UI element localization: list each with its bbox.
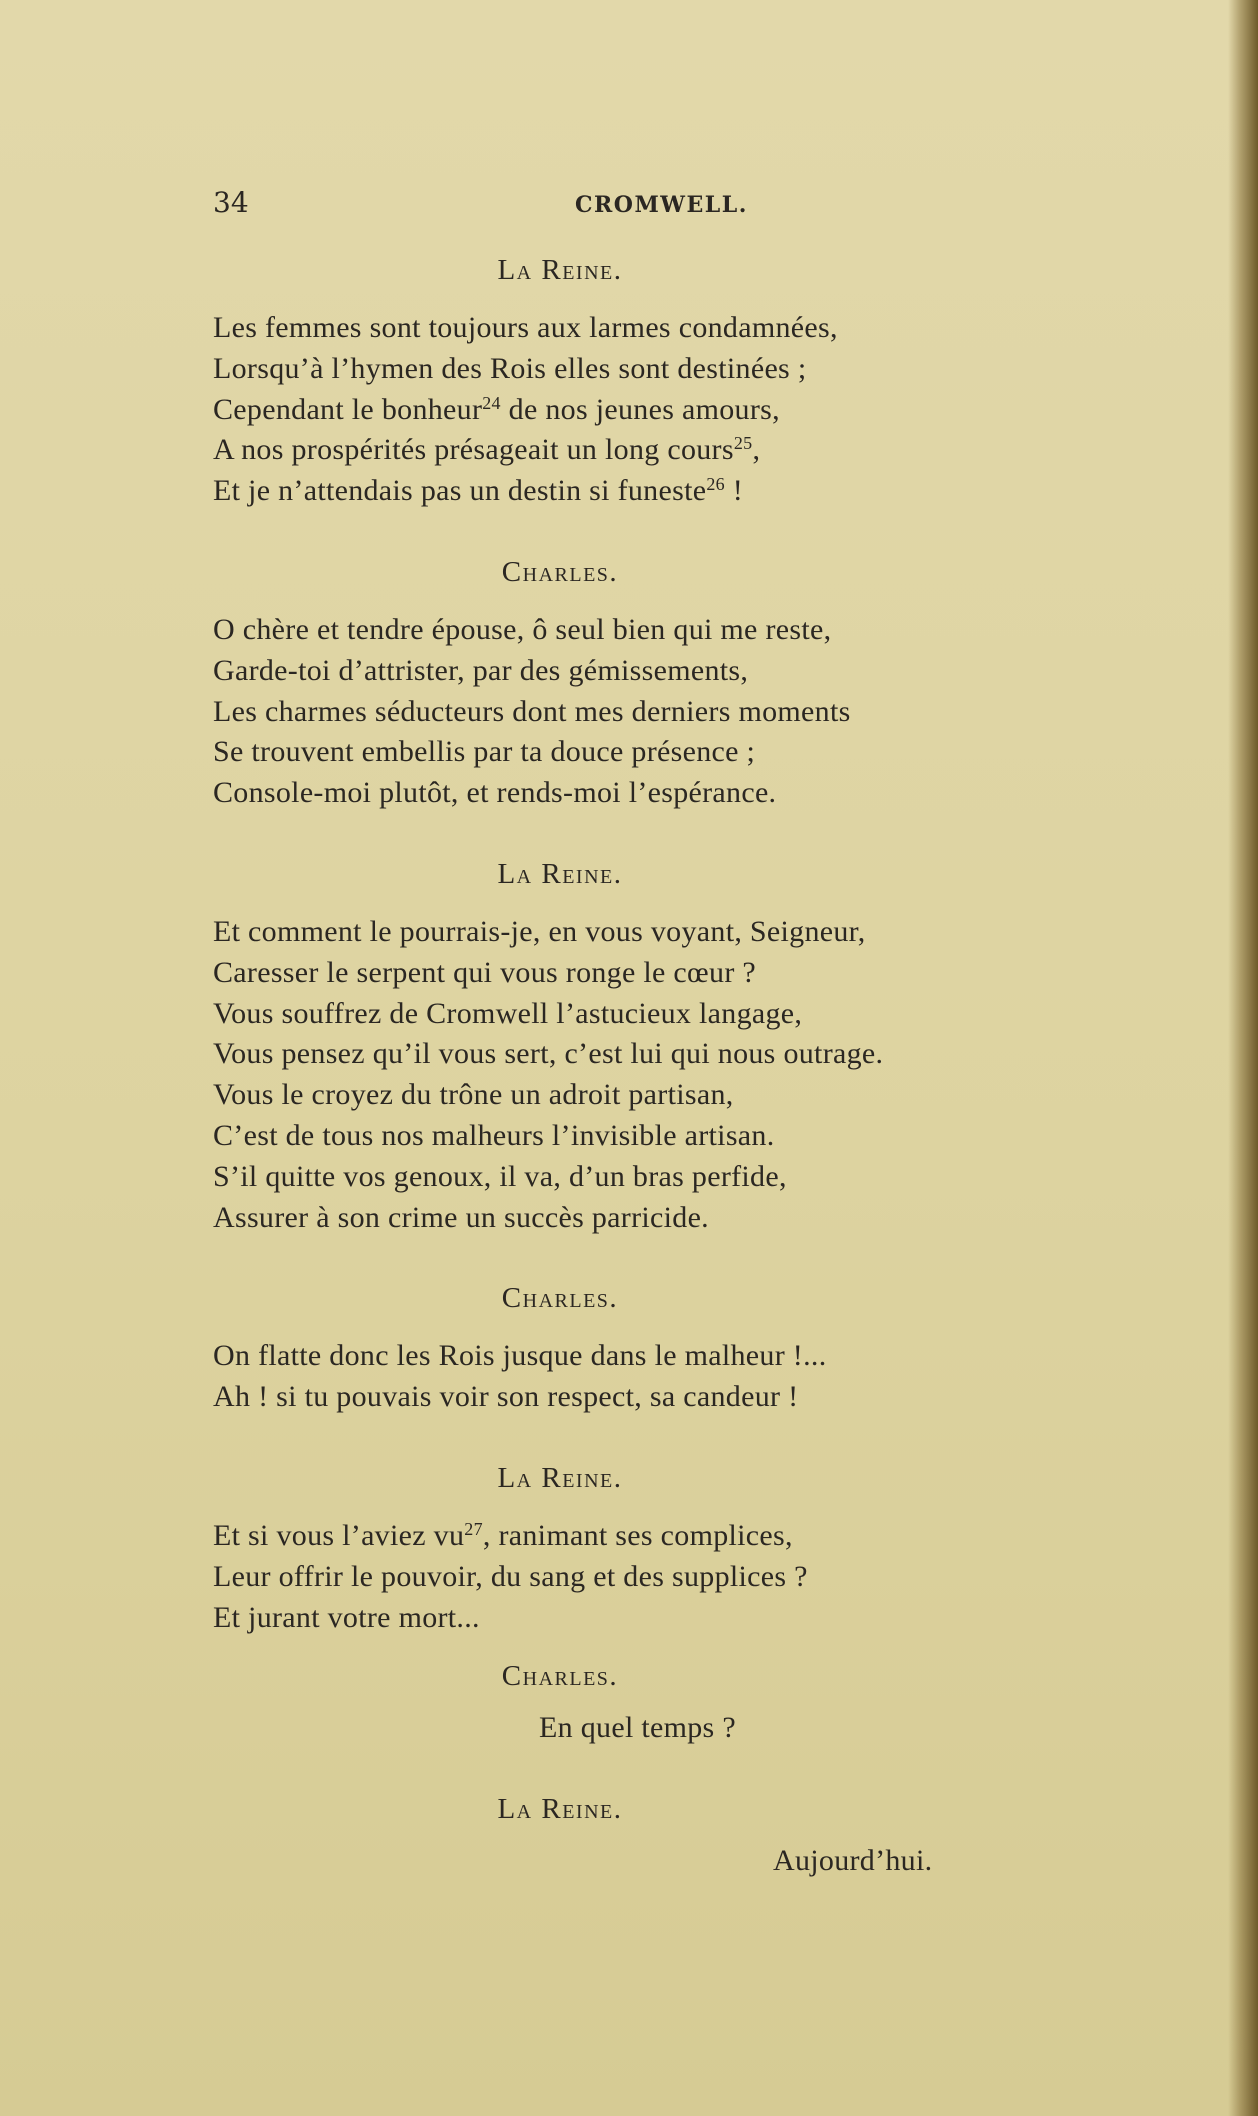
verse-line: Vous le croyez du trône un adroit partisan,	[213, 1078, 734, 1112]
verse-line: Console-moi plutôt, et rends-moi l’espérance.	[213, 776, 777, 810]
verse-line: Et si vous l’aviez $vu^{27}$, ranimant ses complices,	[213, 1518, 793, 1552]
verse-line: Et je n’attendais pas un destin si funeste$^{26}$ !	[213, 474, 744, 508]
verse-line: C’est de tous nos malheurs l’invisible artisan.	[213, 1118, 775, 1152]
verse-line: Se trouvent embellis par ta douce présence ;	[213, 735, 756, 769]
verse-line: On flatte donc les Rois jusque dans le malheur !...	[213, 1339, 827, 1373]
verse-line: Ah ! si tu pouvais voir son respect, sa candeur !	[213, 1380, 799, 1414]
page-spine-shadow	[1228, 0, 1258, 2116]
verse-line: Cependant le bonheur$^{24}$ de nos jeunes amours,	[213, 392, 780, 426]
verse-line: Assurer à son crime un succès parricide.	[213, 1200, 709, 1234]
speaker-name: Charles.	[501, 555, 619, 588]
verse-line: Les femmes sont toujours aux larmes condamnées,	[213, 311, 838, 344]
footnote-ref: 27	[464, 1518, 483, 1539]
speaker-name: La Reine.	[497, 1793, 623, 1826]
verse-line: Aujourd’hui.	[773, 1844, 933, 1878]
verse-stanza	[213, 1516, 1013, 1638]
footnote-ref: 25	[733, 433, 753, 454]
verse-line: Et jurant votre mort...	[213, 1600, 480, 1634]
speaker-name: Charles.	[501, 1660, 619, 1693]
running-title: CROMWELL.	[575, 192, 748, 218]
verse-stanza	[213, 308, 1013, 512]
footnote-ref: 24	[482, 392, 501, 413]
footnote-ref: 26	[706, 474, 725, 495]
verse-stanza	[213, 912, 1013, 1238]
verse-line: Caresser le serpent qui vous ronge le cœur ?	[213, 955, 757, 989]
verse-stanza	[213, 1841, 1013, 1882]
verse-line: O chère et tendre épouse, ô seul bien qui me reste,	[213, 612, 832, 646]
verse-stanza	[213, 1708, 1013, 1749]
verse-line: S’il quitte vos genoux, il va, d’un bras perfide,	[213, 1159, 787, 1193]
verse-line: Lorsqu’à l’hymen des Rois elles sont destinées ;	[213, 351, 807, 385]
page-number: 34	[213, 186, 249, 219]
speaker-name: Charles.	[501, 1282, 619, 1315]
speaker-name: La Reine.	[497, 254, 623, 286]
page-header	[0, 186, 1258, 226]
verse-stanza	[213, 610, 1013, 814]
verse-line: A nos prospérités présageait un long cours$^{25}$,	[213, 433, 761, 467]
verse-line: Vous souffrez de Cromwell l’astucieux langage,	[213, 996, 803, 1030]
verse-line: Leur offrir le pouvoir, du sang et des supplices ?	[213, 1559, 808, 1593]
play-text	[213, 250, 1013, 1922]
verse-line: Les charmes séducteurs dont mes derniers moments	[213, 694, 851, 728]
speaker-name: La Reine.	[497, 1461, 623, 1494]
verse-line: En quel temps ?	[539, 1711, 736, 1745]
verse-line: Garde-toi d’attrister, par des gémissements,	[213, 653, 749, 687]
speaker-name: La Reine.	[497, 857, 623, 890]
verse-line: Et comment le pourrais-je, en vous voyant, Seigneur,	[213, 914, 866, 948]
verse-line: Vous pensez qu’il vous sert, c’est lui qui nous outrage.	[213, 1037, 884, 1071]
verse-stanza	[213, 1336, 1013, 1418]
